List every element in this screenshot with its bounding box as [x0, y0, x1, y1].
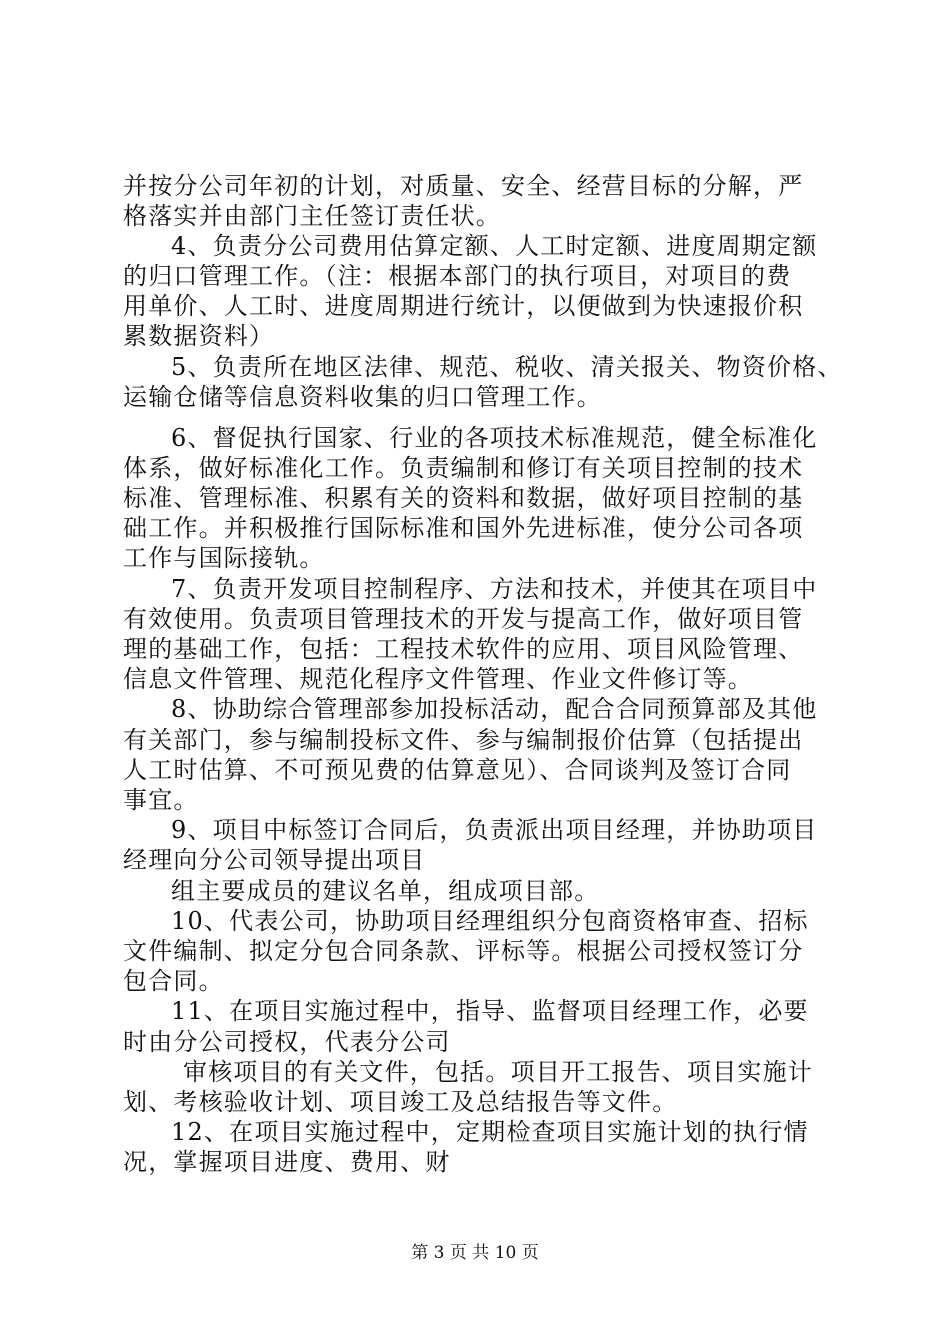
text-line: 理的基础工作，包括：工程技术软件的应用、项目风险管理、: [123, 635, 804, 663]
text-line: 4、负责分公司费用估算定额、人工时定额、进度周期定额: [171, 232, 818, 260]
text-line: 审核项目的有关文件，包括。项目开工报告、项目实施计: [183, 1058, 813, 1086]
text-line: 标准、管理标准、积累有关的资料和数据，做好项目控制的基: [123, 484, 804, 512]
text-line: 用单价、人工时、进度周期进行统计，以便做到为快速报价积: [123, 292, 804, 320]
text-line: 工作与国际接轨。: [123, 544, 325, 572]
text-line: 况，掌握项目进度、费用、财: [123, 1148, 451, 1176]
text-line: 经理向分公司领导提出项目: [123, 846, 426, 874]
text-line: 时由分公司授权，代表分公司: [123, 1028, 451, 1056]
text-line: 运输仓储等信息资料收集的归口管理工作。: [123, 383, 602, 411]
text-line: 12、在项目实施过程中，定期检查项目实施计划的执行情: [171, 1118, 809, 1146]
text-line: 9、项目中标签订合同后，负责派出项目经理，并协助项目: [171, 816, 818, 844]
text-line: 信息文件管理、规范化程序文件管理、作业文件修订等。: [123, 665, 753, 693]
text-line: 事宜。: [123, 786, 199, 814]
text-line: 7、负责开发项目控制程序、方法和技术，并使其在项目中: [171, 575, 818, 603]
text-line: 的归口管理工作。（注：根据本部门的执行项目，对项目的费: [123, 262, 792, 290]
text-line: 有关部门，参与编制投标文件、参与编制报价估算（包括提出: [123, 726, 804, 754]
text-line: 有效使用。负责项目管理技术的开发与提高工作，做好项目管: [123, 605, 804, 633]
text-line: 划、考核验收计划、项目竣工及总结报告等文件。: [123, 1088, 678, 1116]
text-line: 组主要成员的建议名单，组成项目部。: [171, 877, 600, 905]
text-line: 并按分公司年初的计划，对质量、安全、经营目标的分解，严: [123, 172, 804, 200]
text-line: 8、协助综合管理部参加投标活动，配合合同预算部及其他: [171, 695, 818, 723]
text-line: 累数据资料）: [123, 322, 275, 350]
text-line: 体系，做好标准化工作。负责编制和修订有关项目控制的技术: [123, 454, 804, 482]
text-line: 文件编制、拟定分包合同条款、评标等。根据公司授权签订分: [123, 937, 804, 965]
text-line: 础工作。并积极推行国际标准和国外先进标准，使分公司各项: [123, 514, 804, 542]
text-line: 人工时估算、不可预见费的估算意见）、合同谈判及签订合同: [123, 756, 792, 784]
page-number-footer: 第 3 页 共 10 页: [411, 1243, 539, 1263]
text-line: 11、在项目实施过程中，指导、监督项目经理工作，必要: [171, 997, 809, 1025]
text-line: 格落实并由部门主任签订责任状。: [123, 202, 501, 230]
text-line: 10、代表公司，协助项目经理组织分包商资格审查、招标: [171, 907, 809, 935]
text-line: 5、负责所在地区法律、规范、税收、清关报关、物资价格、: [171, 353, 843, 381]
text-line: 包合同。: [123, 967, 224, 995]
text-line: 6、督促执行国家、行业的各项技术标准规范，健全标准化: [171, 424, 818, 452]
